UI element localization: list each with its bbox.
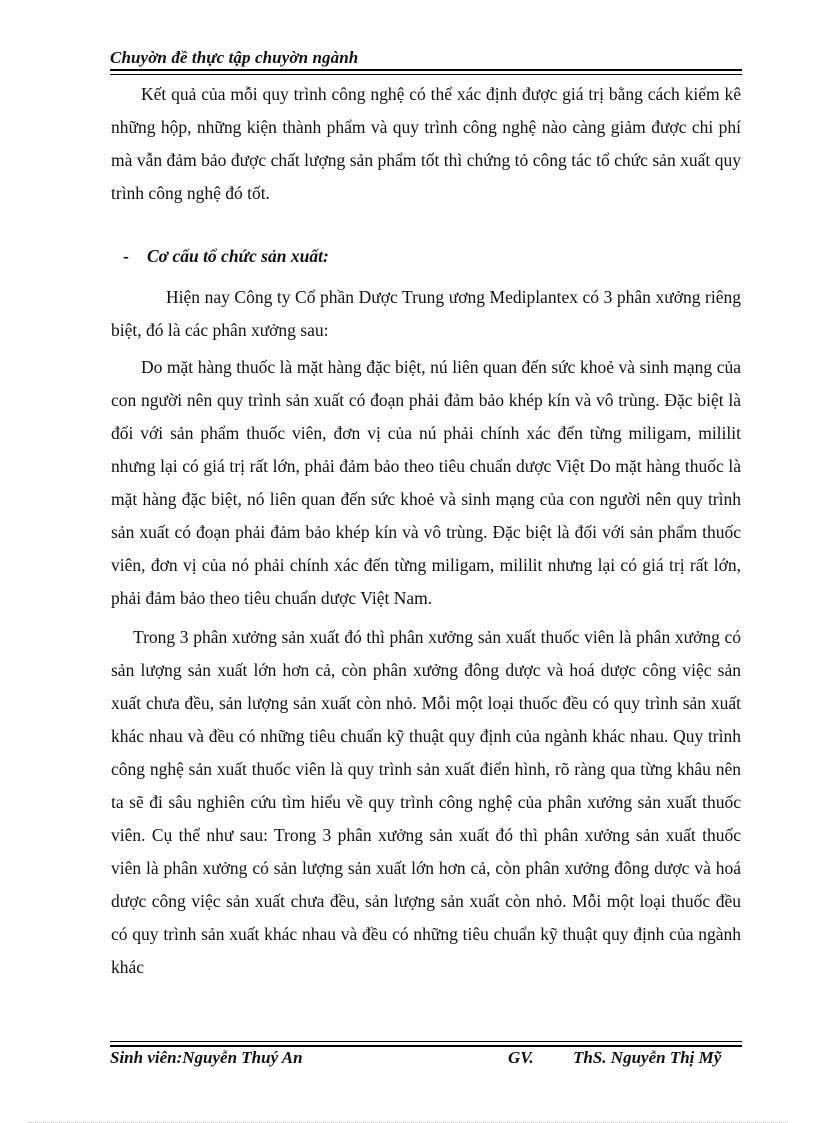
paragraph-intro: Kết quả của mỗi quy trình công nghệ có thể xác định được giá trị bằng cách kiểm kê những hộp, những kiện thành phẩm và quy trình công nghệ nào càng giảm được chi phí mà vẫn đảm bảo được chất lượng sản phẩm tốt thì chứng tỏ công tác tổ chức sản xuất quy trình công nghệ đó tốt. xyxy=(111,84,741,203)
footer-rule-thin xyxy=(110,1041,742,1042)
heading-bullet: - xyxy=(123,246,129,266)
footer-rule-thick xyxy=(110,1045,742,1047)
paragraph-special-goods: Do mặt hàng thuốc là mặt hàng đặc biệt, nú liên quan đến sức khoẻ và sinh mạng của con người nên quy trình sản xuất có đoạn phải đảm bảo khép kín và vô trùng. Đặc biệt là đối với sản phẩm thuốc viên, đơn vị của nú phải chính xác đến từng miligam, mililit nhưng lại có giá trị rất lớn, phải đảm bảo theo tiêu chuẩn dược Việt Do mặt hàng thuốc là mặt hàng đặc biệt, nó liên quan đến sức khoẻ và sinh mạng của con người nên quy trình sản xuất có đoạn phải đảm bảo khép kín và vô trùng. Đặc biệt là đối với sản phẩm thuốc viên, đơn vị của nó phải chính xác đến từng miligam, mililit nhưng lại có giá trị rất lớn, phải đảm bảo theo tiêu chuẩn dược Việt Nam. xyxy=(111,357,741,608)
header-rule-thick xyxy=(110,69,742,71)
footer-gv: GV. xyxy=(508,1048,534,1067)
paragraph-production: Trong 3 phân xưởng sản xuất đó thì phân xưởng sản xuất thuốc viên là phân xưởng có sản lượng sản xuất lớn hơn cả, còn phân xưởng đông dược và hoá dược công việc sản xuất chưa đều, sản lượng sản xuất còn nhỏ. Mỗi một loại thuốc đều có quy trình sản xuất khác nhau và đều có những tiêu chuẩn kỹ thuật quy định của ngành khác nhau. Quy trình công nghệ sản xuất thuốc viên là quy trình sản xuất điển hình, rõ ràng qua từng khâu nên ta sẽ đi sâu nghiên cứu tìm hiểu về quy trình công nghệ của phân xưởng sản xuất thuốc viên. Cụ thể như sau: Trong 3 phân xưởng sản xuất đó thì phân xưởng sản xuất thuốc viên là phân xưởng có sản lượng sản xuất lớn hơn cả, còn phân xưởng đông dược và hoá dược công việc sản xuất chưa đều, sản lượng sản xuất còn nhỏ. Mỗi một loại thuốc đều có quy trình sản xuất khác nhau và đều có những tiêu chuẩn kỹ thuật quy định của ngành khác xyxy=(111,627,741,977)
document-body xyxy=(111,78,741,984)
page-footer xyxy=(110,1048,742,1072)
header-rule-thin xyxy=(110,74,742,75)
heading-text: Cơ cấu tổ chức sản xuất: xyxy=(147,246,329,266)
section-heading xyxy=(111,240,741,273)
footer-supervisor: ThS. Nguyễn Thị Mỹ xyxy=(573,1048,722,1067)
paragraph-workshops: Hiện nay Công ty Cổ phần Dược Trung ương Mediplantex có 3 phân xưởng riêng biệt, đó là các phân xưởng sau: xyxy=(111,287,741,340)
footer-student: Sinh viên:Nguyễn Thuý An xyxy=(110,1048,303,1067)
header-title: Chuyờn đề thực tập chuyờn ngành xyxy=(110,48,359,67)
